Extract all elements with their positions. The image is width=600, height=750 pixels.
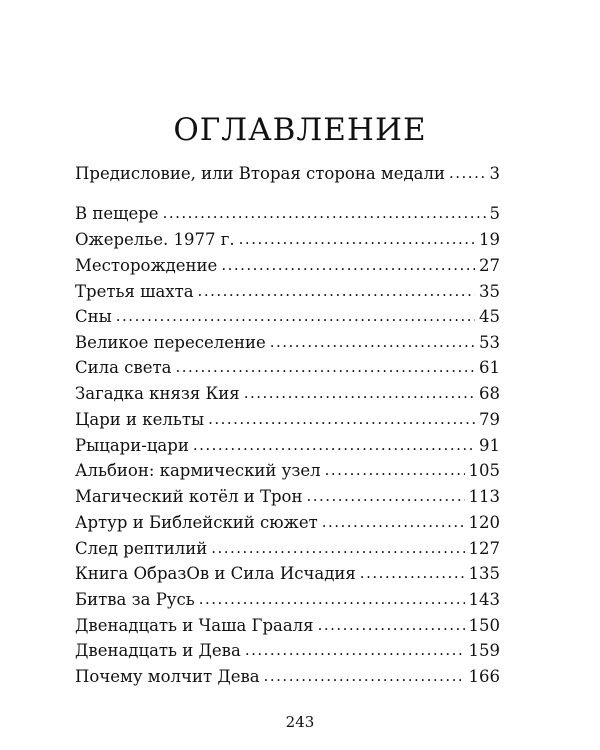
toc-entry-label: Магический котёл и Трон <box>75 487 303 506</box>
toc-leader-dots <box>449 162 486 184</box>
toc-entry-label: Альбион: кармический узел <box>75 461 321 480</box>
toc-entry <box>75 666 500 688</box>
toc-entry-page: 166 <box>468 667 500 686</box>
toc-entry-page: 5 <box>489 204 500 223</box>
toc-leader-dots <box>193 434 475 456</box>
toc-entry-page: 120 <box>468 513 500 532</box>
toc-entry-page: 135 <box>468 564 500 583</box>
toc-leader-dots <box>270 331 475 353</box>
toc-entry-page: 19 <box>479 230 500 249</box>
toc-entry-page: 105 <box>468 461 500 480</box>
toc-entry-page: 61 <box>479 358 500 377</box>
toc-entry-page: 27 <box>479 256 500 275</box>
toc-entry <box>75 460 500 482</box>
toc-entry-label: Артур и Библейский сюжет <box>75 513 318 532</box>
toc-entry-label: Сны <box>75 307 112 326</box>
toc-leader-dots <box>325 459 465 481</box>
toc-entry-label: Почему молчит Дева <box>75 667 260 686</box>
toc-entry <box>75 229 500 251</box>
toc-leader-dots <box>245 639 465 661</box>
toc-entry-label: Сила света <box>75 358 172 377</box>
toc-entry <box>75 640 500 662</box>
toc-entry-label: Двенадцать и Дева <box>75 641 241 660</box>
toc-leader-dots <box>306 485 464 507</box>
toc-leader-dots <box>163 202 486 224</box>
toc-entry <box>75 435 500 457</box>
toc-leader-dots <box>208 408 475 430</box>
toc-entry-page: 91 <box>479 436 500 455</box>
toc-entry <box>75 538 500 560</box>
toc-entry <box>75 589 500 611</box>
toc-entry-page: 45 <box>479 307 500 326</box>
toc-entry-label: Третья шахта <box>75 282 194 301</box>
toc-entry <box>75 563 500 585</box>
toc-entry-label: Загадка князя Кия <box>75 384 240 403</box>
toc-entry-page: 113 <box>468 487 500 506</box>
toc-leader-dots <box>322 511 465 533</box>
toc-entry <box>75 512 500 534</box>
toc-leader-dots <box>116 305 475 327</box>
toc-leader-dots <box>318 614 465 636</box>
toc-leader-dots <box>175 356 475 378</box>
toc-entry <box>75 306 500 328</box>
page-number: 243 <box>285 713 315 731</box>
toc-entry-page: 3 <box>489 164 500 183</box>
toc-entry-label: Рыцари-цари <box>75 436 189 455</box>
toc-entry-label: Месторождение <box>75 256 218 275</box>
toc-entry-page: 143 <box>468 590 500 609</box>
toc-entry <box>75 486 500 508</box>
toc-entry-label: Двенадцать и Чаша Грааля <box>75 616 314 635</box>
toc-entry-label: След рептилий <box>75 539 208 558</box>
toc-leader-dots <box>199 588 465 610</box>
toc-entry <box>75 203 500 225</box>
toc-entry-label: Цари и кельты <box>75 410 205 429</box>
toc-leader-dots <box>211 537 464 559</box>
toc-entry-page: 53 <box>479 333 500 352</box>
toc-entry <box>75 615 500 637</box>
toc-entry <box>75 332 500 354</box>
toc-entry-page: 150 <box>468 616 500 635</box>
toc-leader-dots <box>221 254 475 276</box>
toc-entry-page: 127 <box>468 539 500 558</box>
toc-entry-label: Битва за Русь <box>75 590 195 609</box>
toc-entry-label: Предисловие, или Вторая сторона медали <box>75 164 445 183</box>
toc-leader-dots <box>244 382 475 404</box>
page-title: ОГЛАВЛЕНИЕ <box>173 112 427 148</box>
toc-entry <box>75 357 500 379</box>
toc-entry <box>75 409 500 431</box>
toc-leader-dots <box>239 228 475 250</box>
toc-entry-label: В пещере <box>75 204 159 223</box>
toc-entry-page: 159 <box>468 641 500 660</box>
toc-entry-page: 68 <box>479 384 500 403</box>
toc-entry-label: Книга ОбразОв и Сила Исчадия <box>75 564 356 583</box>
toc-entry <box>75 281 500 303</box>
toc-entry <box>75 383 500 405</box>
toc-entry-page: 79 <box>479 410 500 429</box>
toc-entry <box>75 163 500 185</box>
toc-entry <box>75 255 500 277</box>
toc-entry-label: Великое переселение <box>75 333 266 352</box>
toc-entry-page: 35 <box>479 282 500 301</box>
toc-entry-label: Ожерелье. 1977 г. <box>75 230 235 249</box>
toc-leader-dots <box>198 280 475 302</box>
toc-leader-dots <box>264 665 465 687</box>
toc-leader-dots <box>360 562 465 584</box>
